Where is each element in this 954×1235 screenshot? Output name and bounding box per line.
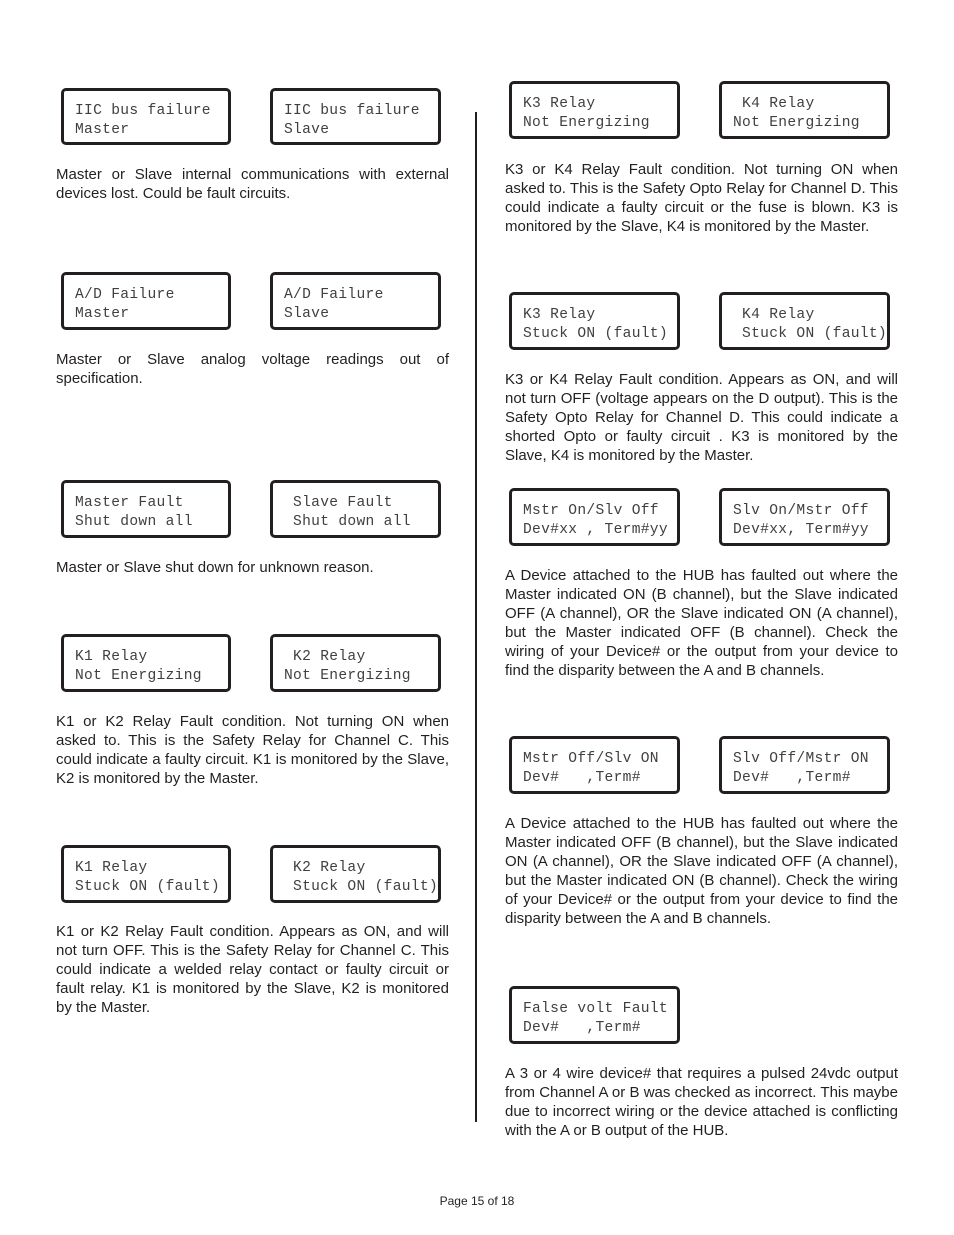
lcd-line-1: K3 Relay xyxy=(523,307,596,323)
lcd-line-2: Dev# ,Term# xyxy=(523,770,641,786)
lcd-display xyxy=(270,480,441,538)
lcd-line-2: Not Energizing xyxy=(75,668,202,684)
lcd-line-1: K1 Relay xyxy=(75,649,148,665)
lcd-line-2: Stuck ON (fault) xyxy=(733,326,887,342)
lcd-display xyxy=(509,488,680,546)
page-number: Page 15 of 18 xyxy=(439,1194,515,1208)
column-divider xyxy=(475,112,477,1122)
lcd-line-1: False volt Fault xyxy=(523,1001,668,1017)
fault-description: Master or Slave shut down for unknown reason. xyxy=(56,559,374,576)
lcd-line-2: Dev# ,Term# xyxy=(733,770,851,786)
lcd-line-1: IIC bus failure xyxy=(75,103,211,119)
lcd-line-1: Master Fault xyxy=(75,495,184,511)
lcd-line-2: Master xyxy=(75,306,130,322)
lcd-display xyxy=(61,845,231,903)
lcd-line-1: A/D Failure xyxy=(284,287,384,303)
lcd-display xyxy=(61,480,231,538)
lcd-display xyxy=(509,81,680,139)
lcd-display xyxy=(509,736,680,794)
fault-description: Master or Slave analog voltage readings out of specification. xyxy=(56,351,449,387)
lcd-line-2: Dev# ,Term# xyxy=(523,1020,641,1036)
lcd-line-2: Not Energizing xyxy=(523,115,650,131)
fault-description: A Device attached to the HUB has faulted out where the Master indicated ON (B channel), but the Slave indicated OFF (A channel), OR the Slave indicated ON (A channel), but the Master indicated OFF (B channel). Check the wiring of your Device# or the output from your device to find the disparity between the A and B channels. xyxy=(505,567,898,679)
fault-description: K3 or K4 Relay Fault condition. Appears as ON, and will not turn OFF (voltage appears on the D output). This is the Safety Opto Relay for Channel D. This could indicate a shorted Opto or faulty circuit . K3 is monitored by the Slave, K4 is monitored by the Master. xyxy=(505,371,898,464)
lcd-line-1: IIC bus failure xyxy=(284,103,420,119)
lcd-line-1: K2 Relay xyxy=(284,860,366,876)
lcd-display xyxy=(719,81,890,139)
lcd-line-2: Dev#xx , Term#yy xyxy=(523,522,668,538)
fault-description: K1 or K2 Relay Fault condition. Appears as ON, and will not turn OFF. This is the Safety Relay for Channel C. This could indicate a welded relay contact or faulty circuit or fault relay. K1 is monitored by the Slave, K2 is monitored by the Master. xyxy=(56,923,449,1016)
lcd-line-2: Stuck ON (fault) xyxy=(523,326,668,342)
lcd-line-2: Stuck ON (fault) xyxy=(75,879,220,895)
lcd-line-2: Master xyxy=(75,122,130,138)
lcd-display xyxy=(719,488,890,546)
lcd-display xyxy=(270,272,441,330)
lcd-display xyxy=(270,845,441,903)
lcd-display xyxy=(509,292,680,350)
lcd-line-1: K4 Relay xyxy=(733,96,815,112)
lcd-display xyxy=(61,272,231,330)
fault-description: K1 or K2 Relay Fault condition. Not turning ON when asked to. This is the Safety Relay for Channel C. This could indicate a faulty circuit. K1 is monitored by the Slave, K2 is monitored by the Master. xyxy=(56,713,449,787)
lcd-line-1: Mstr On/Slv Off xyxy=(523,503,659,519)
fault-description: K3 or K4 Relay Fault condition. Not turning ON when asked to. This is the Safety Opto Relay for Channel D. This could indicate a faulty circuit or the fuse is blown. K3 is monitored by the Slave, K4 is monitored by the Master. xyxy=(505,161,898,235)
lcd-line-1: A/D Failure xyxy=(75,287,175,303)
lcd-line-2: Shut down all xyxy=(284,514,411,530)
lcd-display xyxy=(61,634,231,692)
lcd-display xyxy=(719,736,890,794)
lcd-display xyxy=(270,634,441,692)
lcd-line-1: Slv Off/Mstr ON xyxy=(733,751,869,767)
lcd-line-2: Shut down all xyxy=(75,514,193,530)
lcd-line-1: Slv On/Mstr Off xyxy=(733,503,869,519)
lcd-line-1: K3 Relay xyxy=(523,96,596,112)
lcd-line-2: Dev#xx, Term#yy xyxy=(733,522,869,538)
lcd-line-1: K4 Relay xyxy=(733,307,815,323)
lcd-display xyxy=(719,292,890,350)
lcd-line-2: Stuck ON (fault) xyxy=(284,879,438,895)
lcd-display xyxy=(509,986,680,1044)
lcd-line-2: Slave xyxy=(284,122,330,138)
lcd-display xyxy=(270,88,441,145)
lcd-line-1: K2 Relay xyxy=(284,649,366,665)
lcd-line-2: Not Energizing xyxy=(284,668,411,684)
lcd-line-2: Slave xyxy=(284,306,330,322)
lcd-line-1: K1 Relay xyxy=(75,860,148,876)
lcd-line-1: Slave Fault xyxy=(284,495,393,511)
fault-description: A 3 or 4 wire device# that requires a pulsed 24vdc output from Channel A or B was checked as incorrect. This maybe due to incorrect wiring or the device attached is conflicting with the A or B output of the HUB. xyxy=(505,1065,898,1139)
lcd-display xyxy=(61,88,231,145)
lcd-line-1: Mstr Off/Slv ON xyxy=(523,751,659,767)
lcd-line-2: Not Energizing xyxy=(733,115,860,131)
fault-description: A Device attached to the HUB has faulted out where the Master indicated OFF (B channel), but the Slave indicated ON (A channel), OR the Slave indicated OFF (A channel), but the Master indicated ON (B channel). Check the wiring of your Device# or the output from your device to find the disparity between the A and B channels. xyxy=(505,815,898,927)
fault-description: Master or Slave internal communications with external devices lost. Could be fault circuits. xyxy=(56,166,449,202)
